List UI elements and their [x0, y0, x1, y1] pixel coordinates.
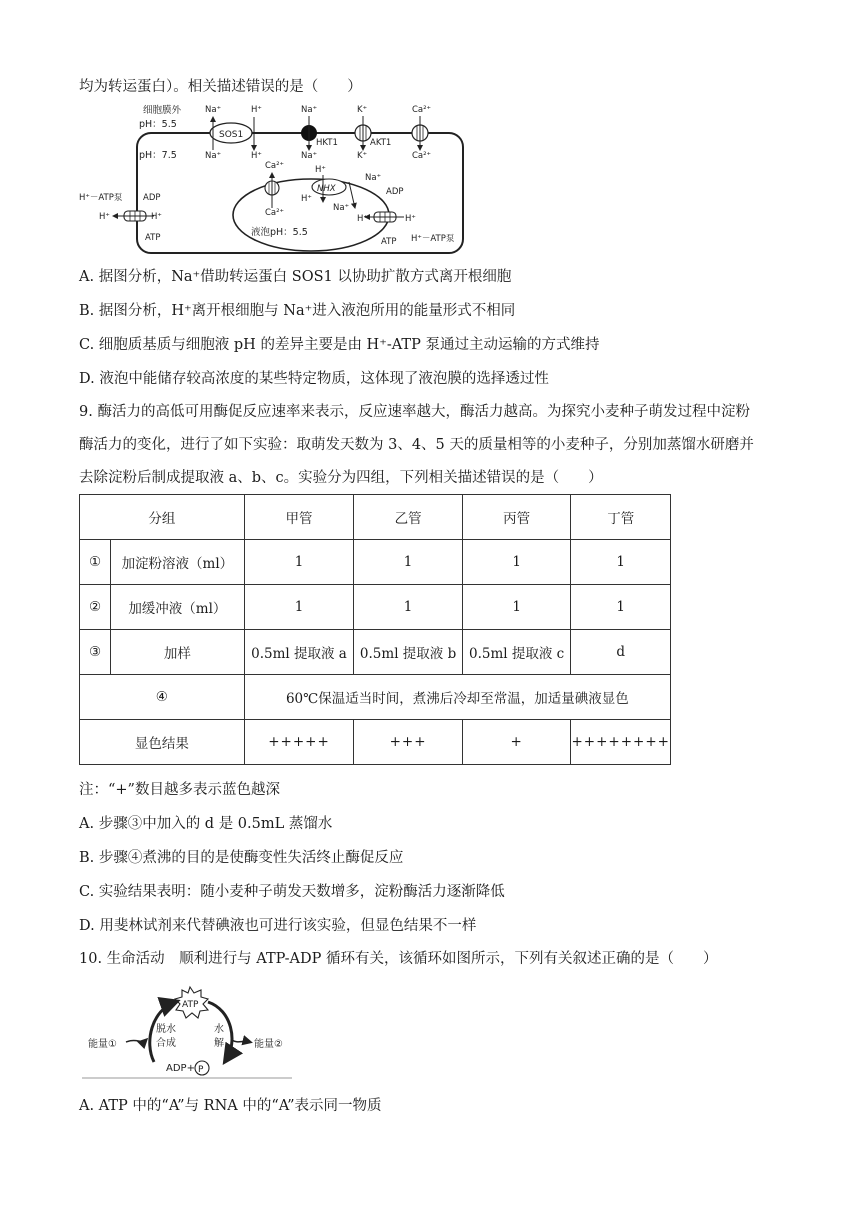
q9-option-d: D. 用斐林试剂来代替碘液也可进行该实验，但显色结果不一样	[79, 918, 477, 934]
table-cell: d	[571, 630, 671, 675]
atp-adp-cycle-diagram	[82, 982, 297, 1082]
q9-option-b: B. 步骤④煮沸的目的是使酶变性失活终止酶促反应	[79, 850, 404, 866]
svg-text:Na⁺: Na⁺	[205, 105, 222, 115]
result-label: 显色结果	[80, 720, 245, 765]
vacuole-ph-label: 液泡pH：5.5	[251, 227, 308, 238]
table-cell: 1	[354, 585, 463, 630]
svg-text:ADP: ADP	[386, 187, 404, 197]
svg-text:Ca²⁺: Ca²⁺	[412, 105, 432, 115]
svg-text:H⁺: H⁺	[99, 212, 110, 222]
q8-stem: 均为转运蛋白）。相关描述错误的是（ ）	[79, 79, 362, 95]
svg-text:H⁺: H⁺	[405, 214, 416, 224]
step4-description: 60℃保温适当时间，煮沸后冷却至常温，加适量碘液显色	[244, 675, 670, 720]
table-cell: 1	[571, 585, 671, 630]
table-cell: 1	[571, 540, 671, 585]
svg-text:H⁺: H⁺	[301, 194, 312, 204]
result-cell: +++	[354, 720, 463, 765]
svg-text:ATP: ATP	[381, 237, 397, 247]
adp-label: ADP+	[166, 1063, 195, 1074]
table-cell: 1	[354, 540, 463, 585]
svg-text:NHX: NHX	[317, 184, 336, 194]
result-cell: +	[462, 720, 571, 765]
step-number: ④	[80, 675, 245, 720]
svg-text:水: 水	[214, 1024, 224, 1035]
step-label: 加样	[111, 630, 245, 675]
table-header-row	[80, 495, 671, 540]
svg-text:H⁺: H⁺	[357, 214, 368, 224]
result-cell: +++++	[244, 720, 354, 765]
q8-option-c: C. 细胞质基质与细胞液 pH 的差异主要是由 H⁺-ATP 泵通过主动运输的方式维持	[79, 337, 600, 353]
table-header-cell: 乙管	[354, 495, 463, 540]
svg-text:合成: 合成	[156, 1038, 176, 1049]
ph-outside: pH：5.5	[139, 119, 177, 130]
table-row	[80, 720, 671, 765]
svg-text:AKT1: AKT1	[370, 138, 392, 148]
svg-text:脱水: 脱水	[156, 1024, 176, 1035]
table-cell: 0.5ml 提取液 b	[354, 630, 463, 675]
svg-text:H⁺－ATP泵: H⁺－ATP泵	[79, 193, 123, 203]
table-cell: 1	[462, 585, 571, 630]
q9-stem-line3: 去除淀粉后制成提取液 a、b、c。实验分为四组，下列相关描述错误的是（ ）	[79, 470, 603, 486]
table-header-cell: 丙管	[462, 495, 571, 540]
q9-note: 注：“+”数目越多表示蓝色越深	[79, 782, 280, 798]
table-header-cell: 甲管	[244, 495, 354, 540]
svg-text:ADP: ADP	[143, 193, 161, 203]
svg-text:Ca²⁺: Ca²⁺	[412, 151, 432, 161]
svg-text:P: P	[198, 1065, 204, 1075]
q8-option-a: A. 据图分析，Na⁺借助转运蛋白 SOS1 以协助扩散方式离开根细胞	[79, 269, 512, 285]
table-cell: 0.5ml 提取液 a	[244, 630, 354, 675]
svg-text:H⁺－ATP泵: H⁺－ATP泵	[411, 234, 455, 244]
energy1-label: 能量①	[88, 1039, 117, 1050]
step-label: 加淀粉溶液（ml）	[111, 540, 245, 585]
energy2-label: 能量②	[254, 1039, 283, 1050]
step-number: ①	[80, 540, 111, 585]
table-row	[80, 585, 671, 630]
q9-option-a: A. 步骤③中加入的 d 是 0.5mL 蒸馏水	[79, 816, 333, 832]
table-cell: 1	[462, 540, 571, 585]
table-cell: 0.5ml 提取液 c	[462, 630, 571, 675]
ph-inside: pH：7.5	[139, 150, 177, 161]
ion-transport-diagram	[79, 100, 469, 255]
table-cell: 1	[244, 540, 354, 585]
svg-text:Ca²⁺: Ca²⁺	[265, 208, 285, 218]
svg-text:Ca²⁺: Ca²⁺	[265, 161, 285, 171]
svg-text:H⁺: H⁺	[251, 105, 262, 115]
table-row	[80, 630, 671, 675]
outside-label: 细胞膜外	[143, 105, 182, 116]
table-header-cell: 分组	[80, 495, 245, 540]
table-row	[80, 540, 671, 585]
q8-option-d: D. 液泡中能储存较高浓度的某些特定物质，这体现了液泡膜的选择透过性	[79, 371, 549, 387]
svg-text:H⁺: H⁺	[315, 165, 326, 175]
svg-text:Na⁺: Na⁺	[365, 173, 382, 183]
step-number: ②	[80, 585, 111, 630]
svg-text:Na⁺: Na⁺	[205, 151, 222, 161]
table-cell: 1	[244, 585, 354, 630]
svg-text:解: 解	[214, 1038, 224, 1049]
q10-stem: 10. 生命活动 顺利进行与 ATP-ADP 循环有关，该循环如图所示，下列有关叙述正确的是（ ）	[79, 951, 718, 967]
atp-label: ATP	[182, 1000, 199, 1010]
svg-text:Na⁺: Na⁺	[301, 105, 318, 115]
svg-text:HKT1: HKT1	[316, 138, 338, 148]
svg-text:Na⁺: Na⁺	[333, 203, 350, 213]
q9-option-c: C. 实验结果表明：随小麦种子萌发天数增多，淀粉酶活力逐渐降低	[79, 884, 505, 900]
svg-text:Na⁺: Na⁺	[301, 151, 318, 161]
q8-option-b: B. 据图分析，H⁺离开根细胞与 Na⁺进入液泡所用的能量形式不相同	[79, 303, 516, 319]
q9-stem-line1: 9. 酶活力的高低可用酶促反应速率来表示，反应速率越大，酶活力越高。为探究小麦种子萌发过程中淀粉	[79, 404, 750, 420]
svg-text:H⁺: H⁺	[251, 151, 262, 161]
table-row	[80, 675, 671, 720]
step-number: ③	[80, 630, 111, 675]
experiment-table	[79, 494, 671, 765]
svg-text:ATP: ATP	[145, 233, 161, 243]
svg-text:K⁺: K⁺	[357, 105, 368, 115]
svg-text:K⁺: K⁺	[357, 151, 368, 161]
result-cell: ++++++++	[571, 720, 671, 765]
table-header-cell: 丁管	[571, 495, 671, 540]
svg-text:H⁺: H⁺	[151, 212, 162, 222]
step-label: 加缓冲液（ml）	[111, 585, 245, 630]
svg-text:SOS1: SOS1	[219, 130, 244, 140]
q9-stem-line2: 酶活力的变化，进行了如下实验：取萌发天数为 3、4、5 天的质量相等的小麦种子，分别加蒸馏水研磨并	[79, 437, 754, 453]
q10-option-a: A. ATP 中的“A”与 RNA 中的“A”表示同一物质	[79, 1098, 382, 1114]
